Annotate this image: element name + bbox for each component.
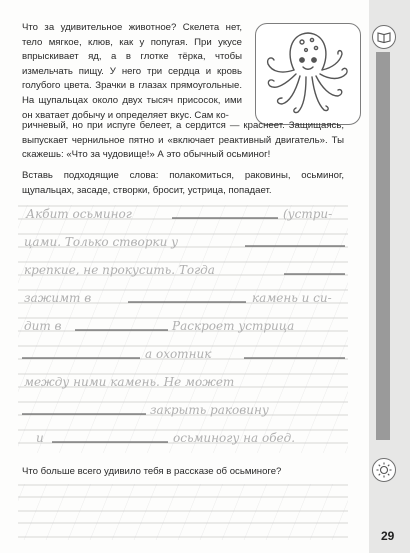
story-paragraph-2: ричневый, но при испуге белеет, а сердится — краснеет. Защищаясь, выпускает чернильное пятно и «включает реактивный двигатель». Ты скажешь: «Что за чудовище!» А это обычный осьминог!	[22, 120, 344, 161]
sidebar-stripe	[376, 52, 390, 440]
cursive-line-1b: (устри-	[283, 207, 333, 221]
cursive-line-9a: и	[36, 431, 44, 445]
slant-guides-answer	[18, 484, 348, 540]
page-number: 29	[381, 529, 395, 543]
cursive-line-6a: а охотник	[145, 347, 212, 361]
cursive-line-4b: камень и си-	[252, 291, 332, 305]
cursive-line-8a: закрыть раковину	[150, 403, 269, 417]
cursive-line-5b: Раскроет устрица	[172, 319, 295, 333]
question-text: Что больше всего удивило тебя в рассказе об осьминоге?	[22, 466, 282, 477]
cursive-line-2a: цами. Только створки у	[24, 235, 179, 249]
cursive-line-7a: между ними камень. Не может	[24, 375, 235, 389]
story-paragraph-1: Что за удивительное животное? Скелета нет, тело мягкое, клюв, как у попугая. При укусе впрыскивает яд, а в глотке тёрка, чтобы измельчать пищу. У него три сердца и кровь голубого цвета. Зрачки в глазах прямоугольные. На щупальцах около двух тысяч присосок, ими он хватает добычу и определяет вкус. Сам ко-	[22, 22, 242, 121]
cursive-line-1a: Акбит осьминог	[26, 207, 132, 221]
cursive-line-5a: дит в	[24, 319, 62, 333]
cursive-line-4a: зажимт в	[24, 291, 92, 305]
cursive-line-9b: осьминогу на обед.	[173, 431, 296, 445]
sun-icon	[372, 458, 396, 482]
task-instructions: Вставь подходящие слова: полакомиться, раковины, осьминог, щупальцах, засаде, створки, бросит, устрица, попадает.	[22, 170, 344, 196]
cursive-line-3a: крепкие, не прокусить. Тогда	[24, 263, 215, 277]
book-icon	[372, 25, 396, 49]
